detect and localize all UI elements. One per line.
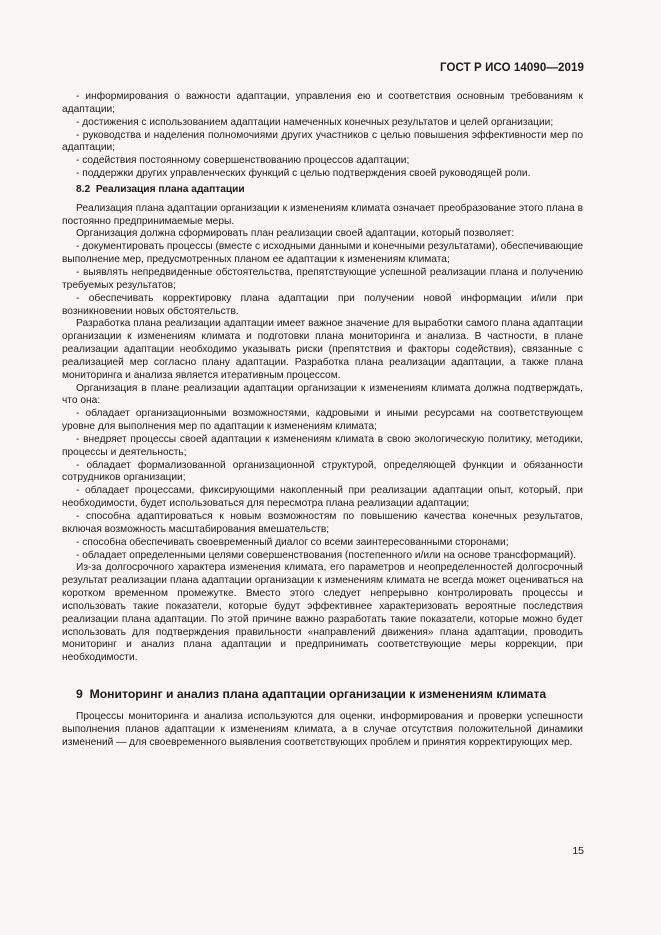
- paragraph: Реализация плана адаптации организации к изменениям климата означает преобразование этого плана в постоянно предпринимаемые меры.: [62, 202, 583, 227]
- list-item: - документировать процессы (вместе с исходными данными и конечными результатами), обеспечивающие выполнение мер, предусмотренных планом ее адаптации к изменениям климата;: [62, 241, 584, 266]
- list-item: - внедряет процессы своей адаптации к изменениям климата в свою экологическую политику, методики, процессы и деятельность;: [62, 433, 583, 458]
- list-item: - содействия постоянному совершенствованию процессов адаптации;: [76, 155, 410, 167]
- paragraph: Организация в плане реализации адаптации организации к изменениям климата должна подтверждать, что она:: [62, 382, 583, 407]
- list-item: - руководства и наделения полномочиями других участников с целью повышения эффективности мер по адаптации;: [62, 129, 583, 154]
- list-item: - обладает организационными возможностями, кадровыми и иными ресурсами на соответствующем уровне для выполнения мер по адаптации к изменениям климата;: [62, 408, 583, 433]
- paragraph: Процессы мониторинга и анализа используются для оценки, информирования и проверки успешности выполнения планов адаптации к изменениям климата, а в случае отсутствия положительной динамики изменений — для своевременного выявления соответствующих проблем и принятия корректирующих мер.: [62, 711, 583, 748]
- paragraph: Разработка плана реализации адаптации имеет важное значение для выработки самого плана адаптации организации к изменениям климата и подготовки плана мониторинга и анализа. В частности, в плане реализации адаптации необходимо указывать риски (препятствия и факторы содействия), связанные с реализацией мер согласно плану адаптации. Разработка плана реализации адаптации, а также плана мониторинга и анализа является итеративным процессом.: [62, 318, 583, 381]
- paragraph: Из-за долгосрочного характера изменения климата, его параметров и неопределенностей долгосрочный результат реализации плана адаптации организации к изменениям климата не всегда может оцениваться на коротком временном промежутке. Вместо этого следует непрерывно контролировать процессы и использовать такие показатели, которые будут эффективнее характеризовать вероятные последствия реализации плана адаптации. По этой причине важно разработать такие показатели, которые можно будет использовать для подтверждения правильности «направлений движения» плана адаптации, проводить мониторинг и анализ плана адаптации и предпринимать соответствующие меры коррекции, при необходимости.: [62, 562, 583, 664]
- list-item: - обладает формализованной организационной структурой, определяющей функции и обязанности сотрудников организации;: [62, 459, 583, 484]
- subsection-number: 8.2: [76, 183, 91, 195]
- list-item: - выявлять непредвиденные обстоятельства, препятствующие успешной реализации плана и получению требуемых результатов;: [62, 266, 583, 291]
- list-item: - способна обеспечивать своевременный диалог со всеми заинтересованными сторонами;: [76, 536, 509, 548]
- document-body: [62, 91, 583, 750]
- section-number: 9: [76, 687, 83, 702]
- list-item: - способна адаптироваться к новым возможностям по повышению качества конечных результатов, включая возможность масштабирования вмешательств;: [62, 511, 583, 535]
- subsection-title: Реализация плана адаптации: [95, 183, 245, 195]
- section-title: Мониторинг и анализ плана адаптации организации к изменениям климата: [89, 687, 547, 702]
- list-item: - информирования о важности адаптации, управления ею и соответствия основным требованиям к адаптации;: [62, 91, 583, 115]
- paragraph: Организация должна сформировать план реализации своей адаптации, который позволяет:: [76, 228, 515, 240]
- list-item: - поддержки других управленческих функций с целью подтверждения своей руководящей роли.: [76, 168, 531, 180]
- section-heading: [62, 687, 583, 702]
- list-item: - обладает определенными целями совершенствования (постепенного и/или на основе трансформаций).: [76, 549, 577, 561]
- document-code-header: ГОСТ Р ИСО 14090—2019: [439, 62, 584, 74]
- subsection-heading: [62, 184, 583, 197]
- list-item: - обладает процессами, фиксирующими накопленный при реализации адаптации опыт, который, при необходимости, будет использоваться для пересмотра плана реализации адаптации;: [62, 485, 583, 510]
- list-item: - обеспечивать корректировку плана адаптации при получении новой информации и/или при возникновении новых обстоятельств.: [62, 292, 583, 317]
- list-item: - достижения с использованием адаптации намеченных конечных результатов и целей организации;: [76, 116, 554, 128]
- page-number: 15: [572, 845, 584, 857]
